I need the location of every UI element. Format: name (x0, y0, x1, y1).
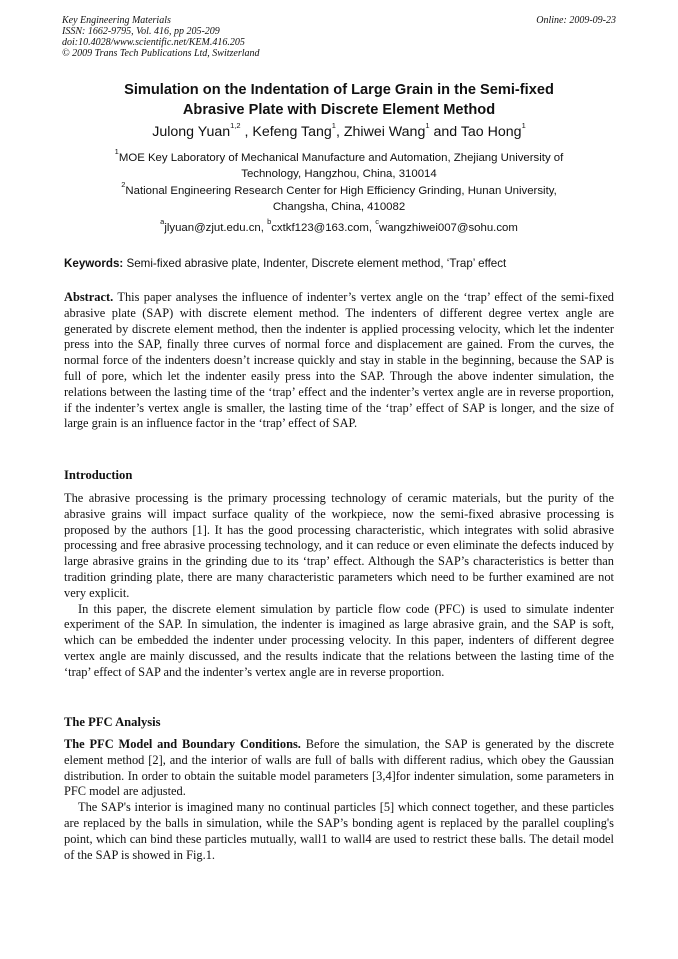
paragraph: The abrasive processing is the primary processing technology of ceramic materials, but the purity of the abrasive grains will impact surface quality of the workpiece, now the semi-fixed abrasive processing is proposed by the authors [1]. It has the good processing characteristic, which integrates with solid abrasive processing and free abrasive processing technology, and it can reduce or even eliminate the defects induced by large abrasive grains in the grinding due to its ‘trap’ effect. Although the SAP’s characteristics is better than tradition grinding plate, there are many characteristic parameters which need to be further examined are not very explicit. (64, 491, 614, 600)
pfc-body (64, 737, 614, 863)
email-mark: a (160, 217, 165, 227)
email-mark: b (267, 217, 272, 227)
title-line-1: Simulation on the Indentation of Large Grain in the Semi-fixed (124, 82, 554, 98)
journal-header (62, 15, 616, 59)
author-affil-mark: 1 (425, 121, 430, 131)
journal-copyright: © 2009 Trans Tech Publications Ltd, Switzerland (62, 48, 260, 59)
author-name: Zhiwei Wang (343, 124, 426, 140)
subsection-heading: The PFC Model and Boundary Conditions. (64, 737, 301, 751)
keywords-label: Keywords: (64, 257, 124, 270)
journal-doi: doi:10.4028/www.scientific.net/KEM.416.205 (62, 37, 245, 48)
introduction-body (64, 491, 614, 681)
paragraph-text: Before the simulation, the SAP is generated by the discrete element method [2], and the interior of walls are full of balls with different radius, which obey the Gaussian distribution. In order to obtain the suitable model parameters [3,4]for indenter simulation, some parameters in PFC model are adjusted. (64, 737, 614, 799)
affil-line: National Engineering Research Center for High Efficiency Grinding, Hunan University, (125, 185, 557, 197)
email-mark: c (375, 217, 379, 227)
affiliation-1 (74, 147, 604, 182)
abstract-label: Abstract. (64, 290, 114, 304)
email-address[interactable]: jlyuan@zjut.edu.cn, (164, 222, 268, 234)
email-list (74, 217, 604, 236)
affil-line: Changsha, China, 410082 (272, 201, 406, 213)
paper-title (60, 80, 618, 120)
journal-issn: ISSN: 1662-9795, Vol. 416, pp 205-209 (62, 26, 220, 37)
author-affil-mark: 1,2 (230, 121, 241, 131)
section-heading-pfc-analysis: The PFC Analysis (64, 715, 161, 729)
author-affil-mark: 1 (331, 121, 336, 131)
author-affil-mark: 1 (521, 121, 526, 131)
affil-line: Technology, Hangzhou, China, 310014 (241, 168, 437, 180)
paragraph: The SAP's interior is imagined many no continual particles [5] which connect together, and these particles are replaced by the balls in simulation, while the SAP’s bonding agent is replaced by the parallel coupling's point, which can bind these particles mutually, wall1 to wall4 are used to restrict these balls. The detail model of the SAP is showed in Fig.1. (64, 800, 614, 862)
journal-name: Key Engineering Materials (62, 15, 171, 26)
author-separator: , (240, 124, 253, 140)
author-name: Julong Yuan (152, 124, 231, 140)
author-separator: , (335, 124, 344, 140)
paragraph: In this paper, the discrete element simulation by particle flow code (PFC) is used to simulate indenter experiment of the SAP. In simulation, the indenter is imagined as large abrasive grain, and the SAP is soft, which can be embedded the indenter under processing velocity. In this paper, indenters of different degree vertex angle are mainly discussed, and the results indicate that the relations between the lasting time of the ‘trap’ effect of SAP and the indenter’s vertex angle are in reverse proportion. (64, 601, 614, 679)
keywords-text: Semi-fixed abrasive plate, Indenter, Discrete element method, ‘Trap’ effect (123, 257, 507, 270)
affil-mark: 2 (121, 180, 126, 190)
abstract-text: This paper analyses the influence of indenter’s vertex angle on the ‘trap’ effect of the semi-fixed abrasive plate (SAP) with discrete element method. The indenters of different degree vertex angle are generated by discrete element method, then the indenter is applied processing velocity, which let the indenter press into the SAP, finally three curves of normal force and displacement are gained. From the curves, the normal force of the indenters doesn’t increase quickly and stay in stable in the beginning, because the SAP is full of pore, which let the indenter easily press into the SAP. Through the above indenter simulation, the relations between the lasting time of the ‘trap’ effect and the indenter’s vertex angle are in reverse proportion, if the indenter’s vertex angle is smaller, the lasting time of the ‘trap’ effect of SAP is longer, and the size of large grain is an influence factor in the ‘trap’ effect of SAP. (64, 290, 614, 431)
email-address[interactable]: cxtkf123@163.com, (271, 222, 376, 234)
keywords (64, 256, 618, 272)
author-list (60, 122, 618, 142)
author-name: Kefeng Tang (252, 124, 332, 140)
author-name: Tao Hong (460, 124, 522, 140)
affil-mark: 1 (114, 147, 119, 157)
affil-line: MOE Key Laboratory of Mechanical Manufacture and Automation, Zhejiang University of (118, 152, 564, 164)
affiliation-2 (74, 180, 604, 215)
title-line-2: Abrasive Plate with Discrete Element Method (182, 102, 496, 118)
section-heading-introduction: Introduction (64, 468, 133, 482)
email-address[interactable]: wangzhiwei007@sohu.com (379, 222, 518, 234)
abstract (64, 290, 614, 432)
online-date: Online: 2009-09-23 (536, 15, 616, 26)
author-separator: and (429, 124, 461, 140)
